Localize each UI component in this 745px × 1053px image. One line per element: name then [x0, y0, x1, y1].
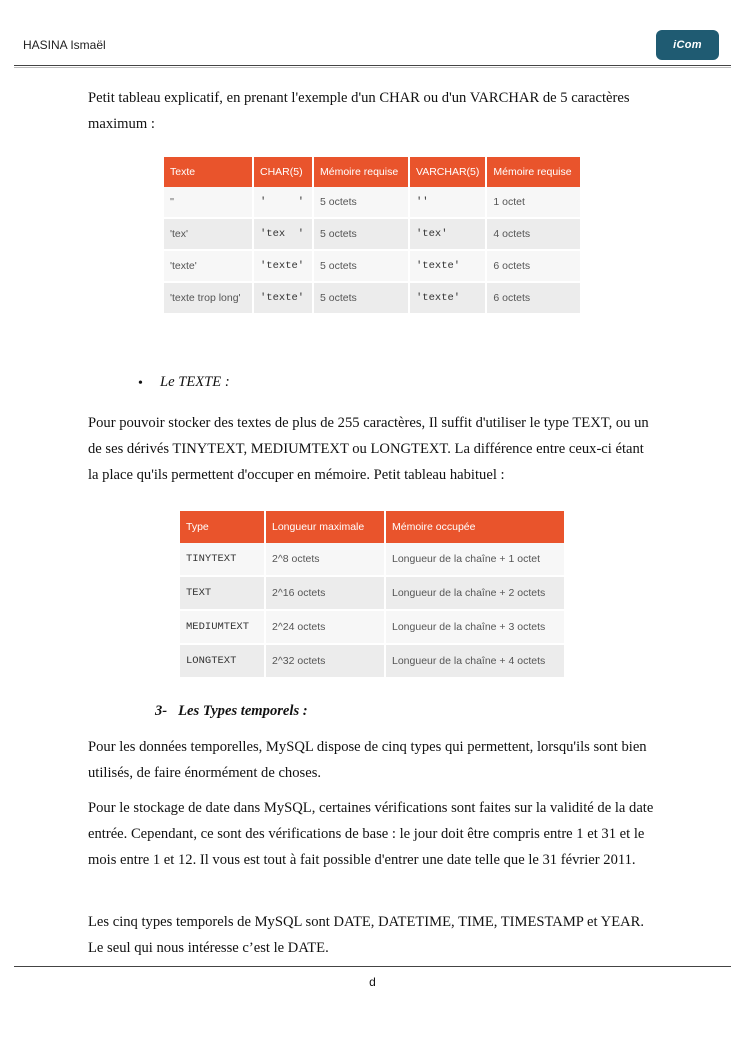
bullet-marker: •: [138, 376, 143, 391]
table-cell: 6 octets: [487, 283, 580, 315]
table-cell: TEXT: [180, 577, 264, 611]
table-cell: 2^24 octets: [266, 611, 384, 645]
table-header-row: [164, 157, 580, 187]
column-header: Mémoire occupée: [386, 511, 564, 543]
text-types-paragraph: Pour pouvoir stocker des textes de plus de 255 caractères, Il suffit d'utiliser le type TEXT, ou un de ses dérivés TINYTEXT, MEDIUMTEXT ou LONGTEXT. La différence entre ceux-ci étant la place qu'ils permettent d'occuper en mémoire. Petit tableau habituel :: [88, 415, 649, 483]
table-row: [180, 645, 564, 679]
column-header: Texte: [164, 157, 252, 187]
table-cell: LONGTEXT: [180, 645, 264, 679]
table-cell: 2^16 octets: [266, 577, 384, 611]
table-cell: 5 octets: [314, 219, 408, 251]
column-header: Mémoire requise: [487, 157, 580, 187]
bullet-label: Le TEXTE :: [160, 374, 230, 390]
table-row: [164, 219, 580, 251]
table-cell: 'texte': [254, 251, 312, 283]
header-rule-shadow: [14, 67, 731, 68]
table-header-row: [180, 511, 564, 543]
table-cell: 'texte': [410, 283, 485, 315]
table-row: [180, 611, 564, 645]
table-cell: '': [410, 187, 485, 219]
table-cell: Longueur de la chaîne + 4 octets: [386, 645, 564, 679]
table-cell: 'texte trop long': [164, 283, 252, 315]
temporal-paragraph-2: Pour le stockage de date dans MySQL, certaines vérifications sont faites sur la validité de la date entrée. Cependant, ce sont des vérifications de base : le jour doit être compris entre 1 et 31 et le mois entre 1 et 12. Il vous est tout à fait possible d'entrer une date telle que le 31 février 2011.: [88, 800, 654, 868]
column-header: CHAR(5): [254, 157, 312, 187]
table-cell: 6 octets: [487, 251, 580, 283]
company-logo: [656, 30, 719, 60]
section-heading: 3- Les Types temporels :: [155, 703, 308, 719]
page-number: d: [369, 975, 376, 989]
table-cell: ' ': [254, 187, 312, 219]
table-row: [180, 543, 564, 577]
table-cell: 5 octets: [314, 187, 408, 219]
header-author: HASINA Ismaël: [23, 38, 106, 52]
table-cell: '': [164, 187, 252, 219]
table-cell: 'tex ': [254, 219, 312, 251]
column-header: Type: [180, 511, 264, 543]
logo-text: iCom: [673, 39, 702, 51]
table-cell: Longueur de la chaîne + 3 octets: [386, 611, 564, 645]
table-cell: TINYTEXT: [180, 543, 264, 577]
char-varchar-table: [162, 157, 582, 315]
table-row: [180, 577, 564, 611]
table-cell: 5 octets: [314, 251, 408, 283]
table-cell: 'texte': [164, 251, 252, 283]
table-cell: Longueur de la chaîne + 2 octets: [386, 577, 564, 611]
table-cell: 2^32 octets: [266, 645, 384, 679]
intro-paragraph: Petit tableau explicatif, en prenant l'exemple d'un CHAR ou d'un VARCHAR de 5 caractères maximum :: [88, 90, 630, 132]
table-cell: 5 octets: [314, 283, 408, 315]
table-row: [164, 251, 580, 283]
table-cell: Longueur de la chaîne + 1 octet: [386, 543, 564, 577]
footer-rule: [14, 966, 731, 967]
column-header: VARCHAR(5): [410, 157, 485, 187]
header-rule: [14, 65, 731, 66]
text-types-table: [178, 511, 566, 679]
table-cell: 'tex': [410, 219, 485, 251]
table-cell: 2^8 octets: [266, 543, 384, 577]
table-cell: 'tex': [164, 219, 252, 251]
table-cell: 'texte': [254, 283, 312, 315]
table-cell: 4 octets: [487, 219, 580, 251]
table-row: [164, 283, 580, 315]
table-cell: 1 octet: [487, 187, 580, 219]
table-row: [164, 187, 580, 219]
temporal-paragraph-1: Pour les données temporelles, MySQL dispose de cinq types qui permettent, lorsqu'ils sont bien utilisés, de faire énormément de choses.: [88, 739, 647, 781]
table-cell: 'texte': [410, 251, 485, 283]
column-header: Mémoire requise: [314, 157, 408, 187]
table-cell: MEDIUMTEXT: [180, 611, 264, 645]
column-header: Longueur maximale: [266, 511, 384, 543]
temporal-paragraph-3: Les cinq types temporels de MySQL sont DATE, DATETIME, TIME, TIMESTAMP et YEAR. Le seul qui nous intéresse c’est le DATE.: [88, 914, 645, 956]
